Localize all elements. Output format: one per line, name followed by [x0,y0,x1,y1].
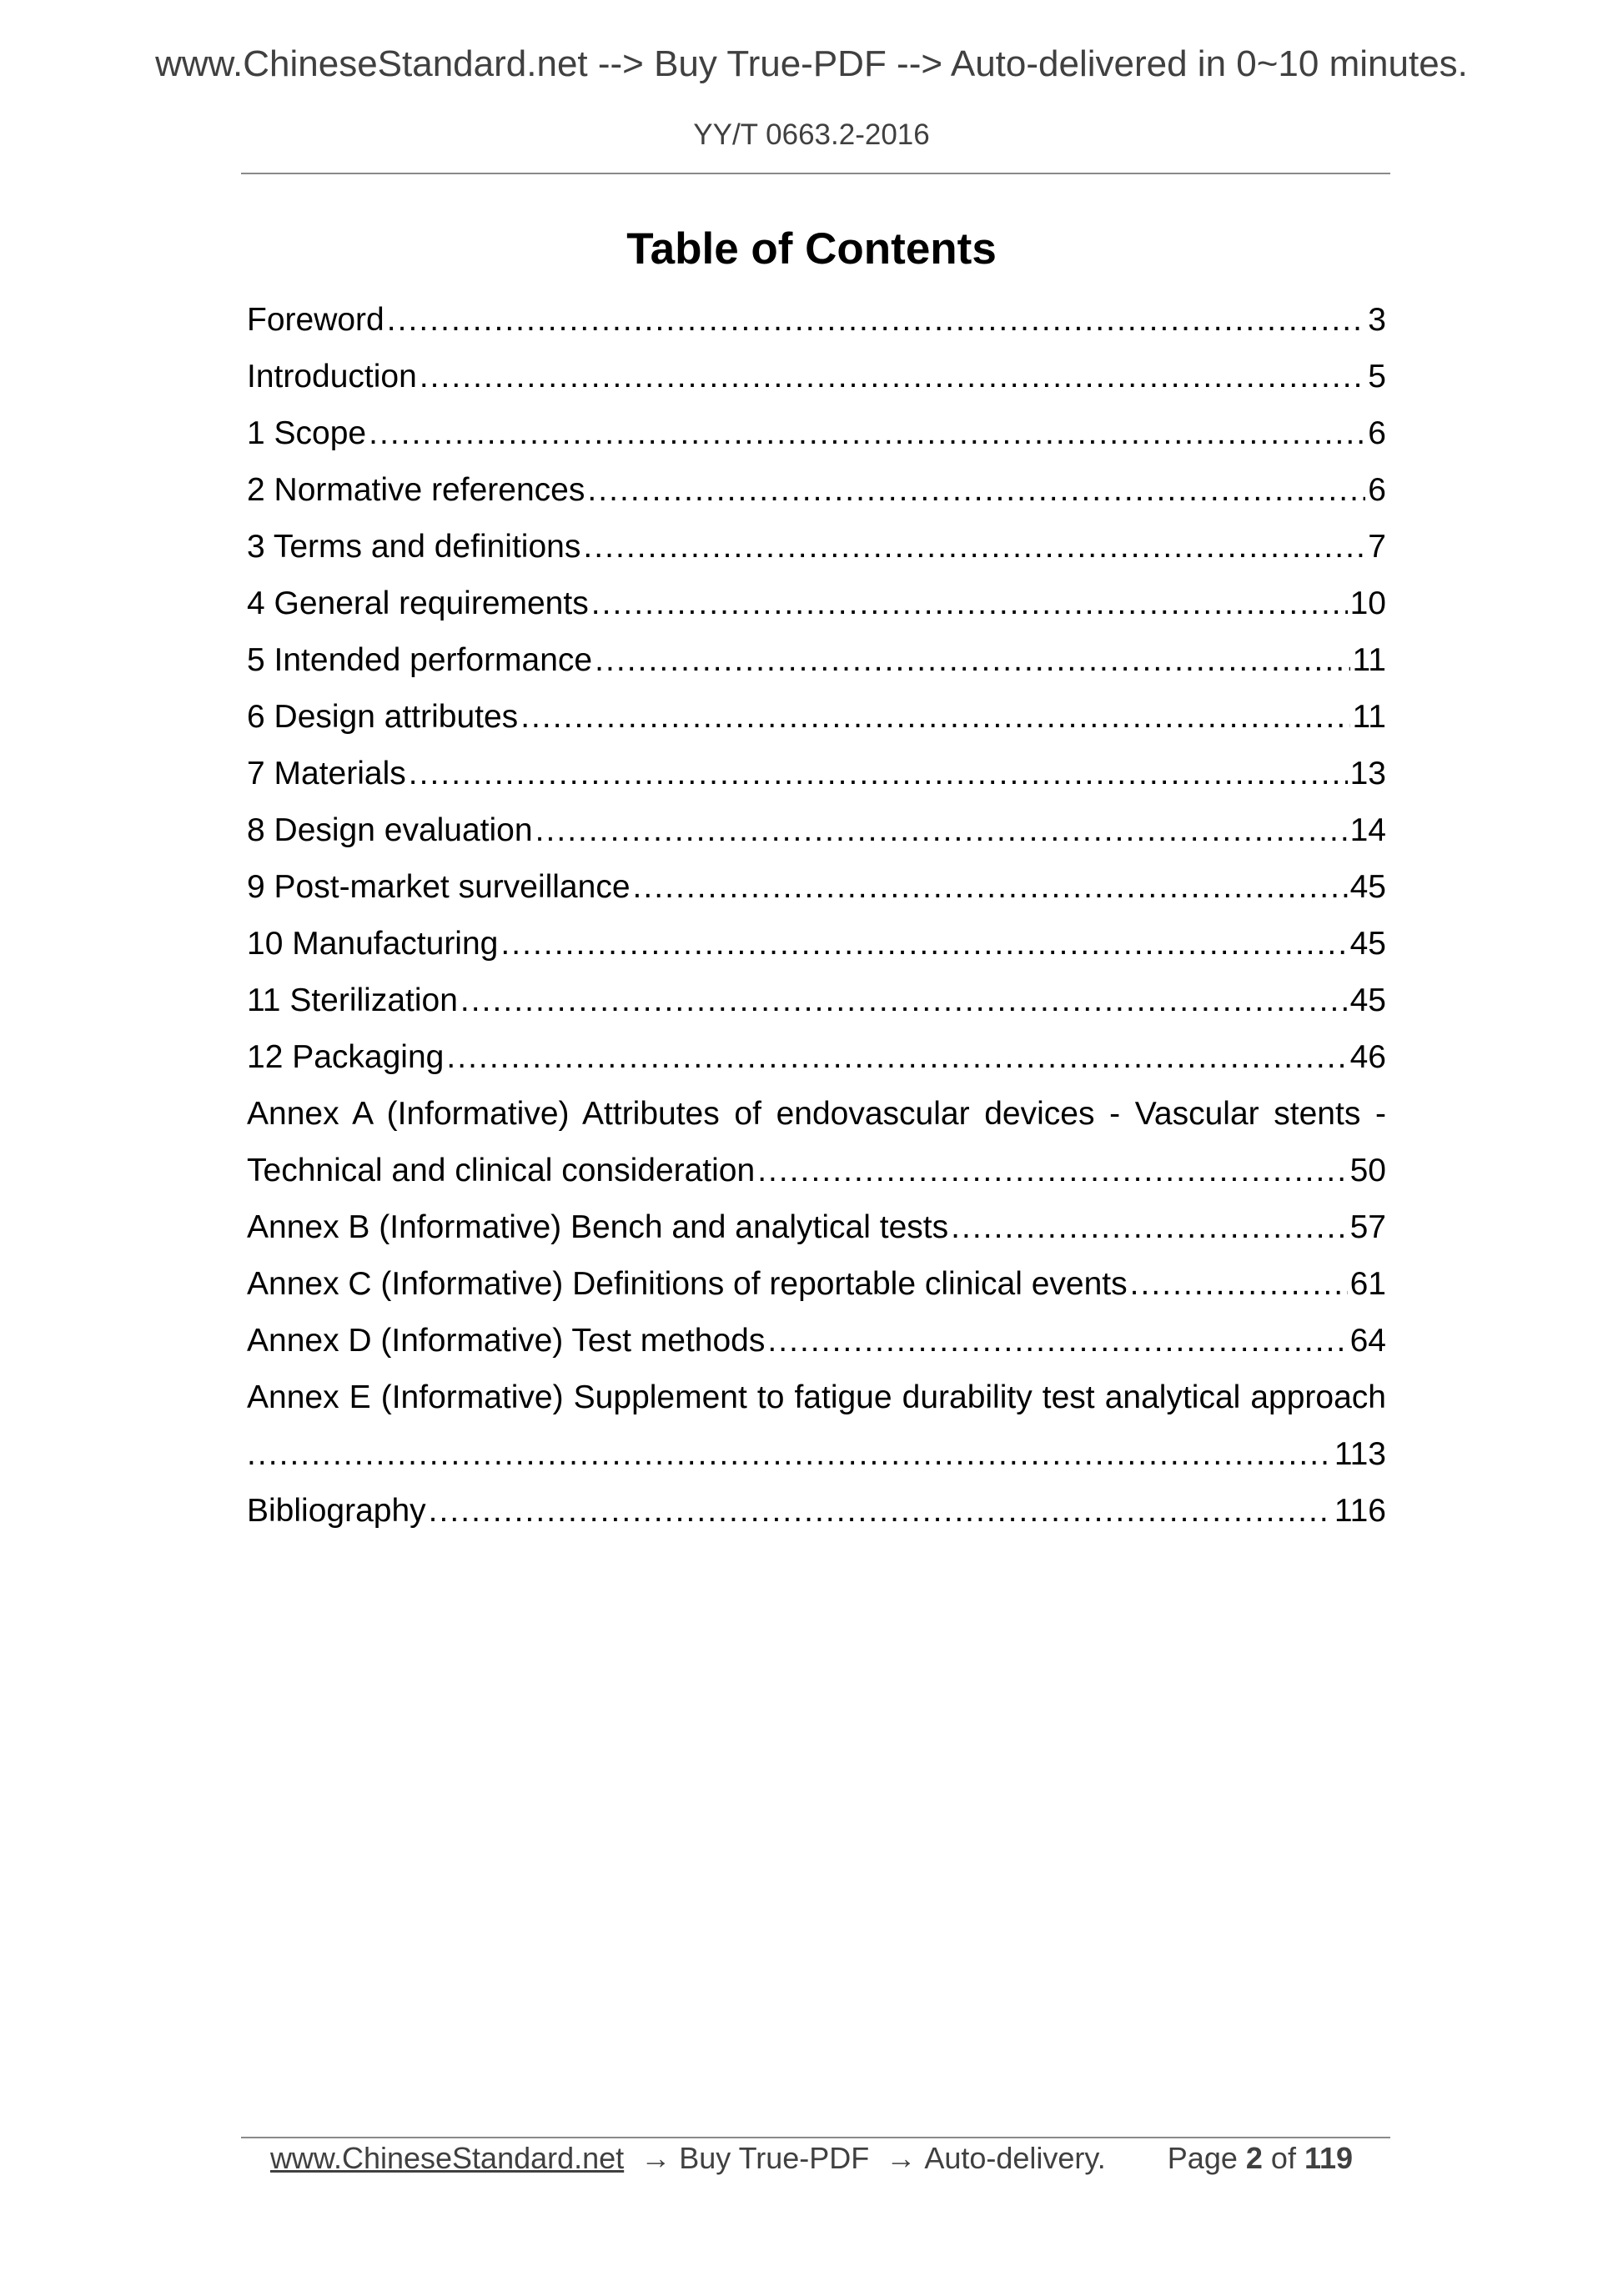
toc-entry-materials[interactable] [247,746,1386,802]
toc-entry-text: 4 General requirements [247,585,589,621]
toc-entry-general-requirements[interactable] [247,575,1386,632]
toc-entry-text: Annex A (Informative) Attributes of endovascular devices - Vascular stents - [247,1096,1386,1132]
toc-entry-text: 5 Intended performance [247,642,593,678]
toc-entry-manufacturing[interactable] [247,916,1386,972]
header-divider [241,173,1390,174]
toc-entry-page: 14 [1349,812,1386,848]
toc-entry-page: 11 [1352,699,1386,735]
toc-entry-text: Annex C (Informative) Definitions of reportable clinical events [247,1266,1128,1302]
toc-entry-page: 6 [1368,472,1386,508]
toc-entry-design-attributes[interactable] [247,689,1386,746]
dot-leader [595,632,1349,689]
toc-entry-text: Technical and clinical consideration [247,1153,756,1188]
toc-entry-page: 45 [1349,982,1386,1018]
toc-entry-text: Annex E (Informative) Supplement to fatigue durability test analytical approach [247,1379,1386,1415]
toc-entry-text: 10 Manufacturing [247,926,499,962]
dot-leader [500,916,1347,972]
toc-entry-text: Foreword [247,302,384,338]
toc-entry-text: 1 Scope [247,415,367,451]
toc-entry-page: 113 [1334,1436,1386,1472]
toc-entry-page: 64 [1349,1323,1386,1359]
toc-entry-page: 6 [1368,415,1386,451]
page-number: 2 [1245,2141,1263,2175]
dot-leader [757,1143,1347,1199]
toc-entry-page: 7 [1368,529,1386,565]
dot-leader [409,746,1348,802]
dot-leader [583,519,1365,575]
toc-entry-terms-and-definitions[interactable] [247,519,1386,575]
dot-leader [369,405,1365,462]
toc-entry-page: 50 [1349,1153,1386,1188]
dot-leader [247,1426,1332,1483]
page-label: Page [1167,2141,1238,2175]
toc-entry-page: 116 [1334,1493,1386,1529]
document-code: YY/T 0663.2-2016 [693,118,930,151]
page-title: Table of Contents [626,224,997,274]
toc-entry-annex-b[interactable] [247,1199,1386,1256]
toc-entry-intended-performance[interactable] [247,632,1386,689]
dot-leader [587,462,1365,519]
toc-entry-page: 45 [1349,869,1386,905]
toc-entry-text: 9 Post-market surveillance [247,869,631,905]
toc-entry-page: 13 [1349,756,1386,791]
toc-entry-page: 57 [1349,1209,1386,1245]
toc-entry-design-evaluation[interactable] [247,802,1386,859]
toc-entry-scope[interactable] [247,405,1386,462]
toc-entry-page: 10 [1349,585,1386,621]
toc-entry-page: 61 [1349,1266,1386,1302]
toc-entry-text: 3 Terms and definitions [247,529,581,565]
dot-leader [535,802,1348,859]
toc-entry-post-market-surveillance[interactable] [247,859,1386,916]
toc-entry-text: Introduction [247,359,417,394]
toc-entry-introduction[interactable] [247,349,1386,405]
of-label: of [1270,2141,1296,2175]
toc-entry-text: Bibliography [247,1493,426,1529]
footer-website-link[interactable]: www.ChineseStandard.net [269,2141,625,2175]
toc-entry-text: 2 Normative references [247,472,585,508]
toc-entry-annex-c[interactable] [247,1256,1386,1313]
top-banner: www.ChineseStandard.net --> Buy True-PDF --> Auto-delivered in 0~10 minutes. [155,43,1468,84]
toc-entry-bibliography[interactable] [247,1483,1386,1540]
toc-entry-annex-d[interactable] [247,1313,1386,1369]
toc-entry-annex-e-line2[interactable] [247,1426,1386,1483]
toc-entry-page: 45 [1349,926,1386,962]
toc-entry-page: 3 [1368,302,1386,338]
toc-entry-sterilization[interactable] [247,972,1386,1029]
page-footer [0,2138,1623,2179]
dot-leader [460,972,1348,1029]
dot-leader [446,1029,1347,1086]
dot-leader [387,292,1366,349]
dot-leader [429,1483,1332,1540]
toc-entry-annex-a-line1[interactable] [247,1086,1386,1143]
dot-leader [591,575,1348,632]
toc-entry-page: 46 [1349,1039,1386,1075]
toc-entry-page: 5 [1368,359,1386,394]
dot-leader [420,349,1365,405]
dot-leader [520,689,1349,746]
toc-entry-annex-a-line2[interactable] [247,1143,1386,1199]
dot-leader [633,859,1348,916]
total-pages: 119 [1304,2141,1354,2175]
toc-entry-text: 11 Sterilization [247,982,458,1018]
toc-entry-normative-references[interactable] [247,462,1386,519]
footer-delivery-text: Auto-delivery. [924,2141,1106,2175]
toc-entry-text: Annex B (Informative) Bench and analytical tests [247,1209,949,1245]
toc-entry-annex-e-line1[interactable] [247,1369,1386,1426]
toc-entry-text: 8 Design evaluation [247,812,533,848]
right-arrow-icon: → [632,2141,680,2175]
dot-leader [767,1313,1347,1369]
toc-entry-text: 7 Materials [247,756,406,791]
footer-buy-text: Buy True-PDF [679,2141,870,2175]
dot-leader [951,1199,1348,1256]
toc-entry-page: 11 [1352,642,1386,678]
dot-leader [1130,1256,1348,1313]
toc-entry-text: 12 Packaging [247,1039,445,1075]
toc-entry-text: Annex D (Informative) Test methods [247,1323,766,1359]
toc-entry-foreword[interactable] [247,292,1386,349]
toc-entry-packaging[interactable] [247,1029,1386,1086]
toc-entry-text: 6 Design attributes [247,699,519,735]
right-arrow-icon: → [877,2141,925,2175]
table-of-contents [247,292,1386,1540]
